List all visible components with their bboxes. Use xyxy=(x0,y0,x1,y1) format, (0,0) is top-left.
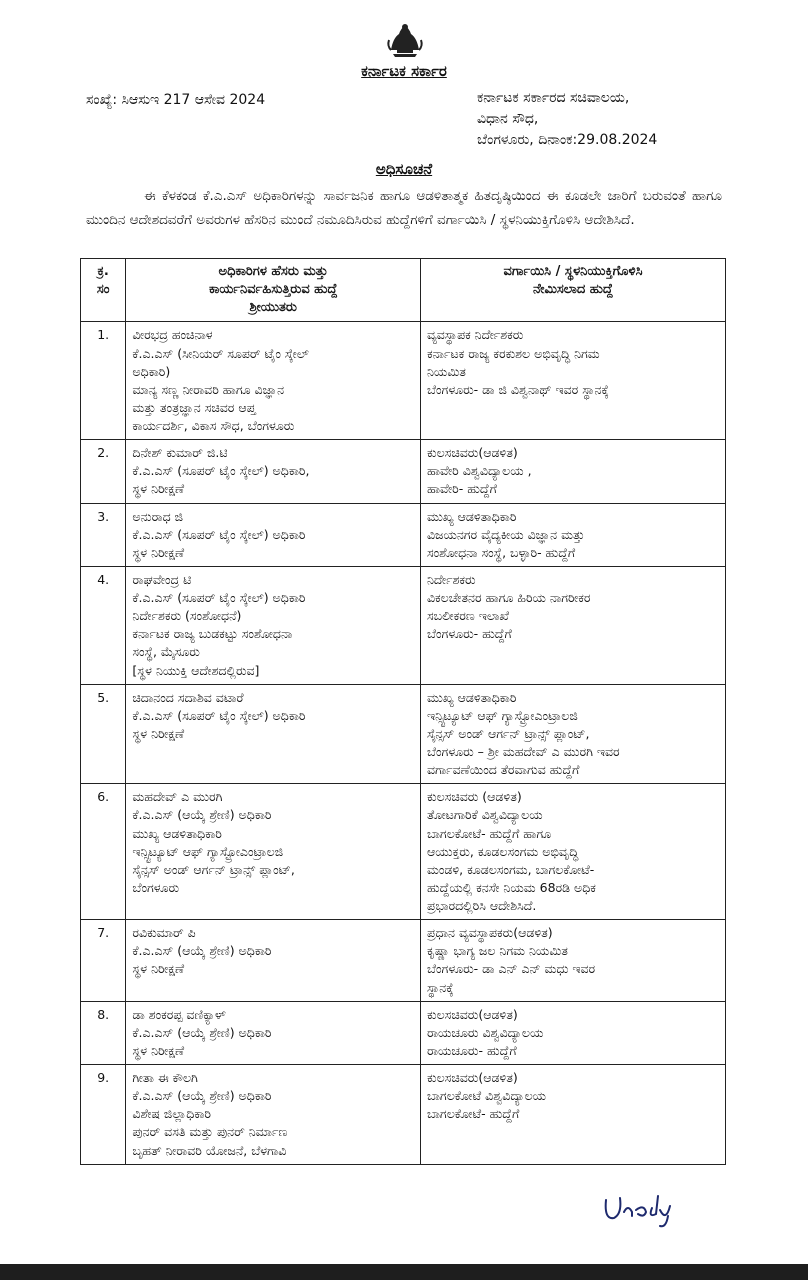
officer-line: ಕೆ.ಎ.ಎಸ್ (ಸೀನಿಯರ್ ಸೂಪರ್ ಟೈಂ ಸ್ಕೇಲ್ xyxy=(132,345,309,361)
posting-line: ನಿಯಮಿತ xyxy=(426,363,466,379)
officer-signature xyxy=(600,1186,690,1230)
officer-line: ಮತ್ತು ತಂತ್ರಜ್ಞಾನ ಸಚಿವರ ಆಪ್ತ xyxy=(132,399,256,415)
office-address xyxy=(477,88,657,151)
serial-number-cell: 6. xyxy=(81,784,126,920)
officer-line: ಕೆ.ಎ.ಎಸ್ (ಆಯ್ಕೆ ಶ್ರೇಣಿ) ಅಧಿಕಾರಿ xyxy=(132,1088,272,1104)
serial-number-cell: 3. xyxy=(81,503,126,566)
officer-line: ವಿಶೇಷ ಜಿಲ್ಲಾಧಿಕಾರಿ xyxy=(132,1106,212,1122)
officer-line: [ಸ್ಥಳ ನಿಯುಕ್ತಿ ಆದೇಶದಲ್ಲಿರುವ] xyxy=(132,662,260,678)
officer-line: ಅಧಿಕಾರಿ) xyxy=(132,363,171,379)
officer-line: ಮಾನ್ಯ ಸಣ್ಣ ನೀರಾವರಿ ಹಾಗೂ ವಿಜ್ಞಾನ xyxy=(132,381,285,397)
officer-line: ಬೃಹತ್ ನೀರಾವರಿ ಯೋಜನೆ, ಬೆಳಗಾವಿ xyxy=(132,1142,287,1158)
posting-line: ಬೆಂಗಳೂರು- ಹುದ್ದೆಗೆ xyxy=(426,626,512,642)
posting-cell xyxy=(420,322,725,440)
posting-line: ಕುಲಸಚಿವರು (ಆಡಳಿತ) xyxy=(426,789,522,805)
officer-line: ಕರ್ನಾಟಕ ರಾಜ್ಯ ಬುಡಕಟ್ಟು ಸಂಶೋಧನಾ xyxy=(132,626,293,642)
officer-line: ಸ್ಥಳ ನಿರೀಕ್ಷಣೆ xyxy=(132,961,185,977)
table-row xyxy=(81,1065,726,1165)
posting-cell xyxy=(420,440,725,503)
table-row xyxy=(81,784,726,920)
posting-line: ಬಾಗಲಕೋಟೆ- ಹುದ್ದೆಗೆ xyxy=(426,1106,520,1122)
officer-line: ಕೆ.ಎ.ಎಸ್ (ಸೂಪರ್ ಟೈಂ ಸ್ಕೇಲ್) ಅಧಿಕಾರಿ, xyxy=(132,463,310,479)
officer-line: ಕೆ.ಎ.ಎಸ್ (ಆಯ್ಕೆ ಶ್ರೇಣಿ) ಅಧಿಕಾರಿ xyxy=(132,943,272,959)
posting-line: ಮುಖ್ಯ ಆಡಳಿತಾಧಿಕಾರಿ xyxy=(426,689,517,705)
posting-line: ಬೆಂಗಳೂರು- ಡಾ ಎನ್ ಎನ್ ಮಧು ಇವರ xyxy=(426,961,596,977)
officer-line: ಸ್ಥಳ ನಿರೀಕ್ಷಣೆ xyxy=(132,1042,185,1058)
officer-line: ಸಂಸ್ಥೆ, ಮೈಸೂರು xyxy=(132,644,200,660)
posting-cell xyxy=(420,920,725,1002)
posting-line: ಕರ್ನಾಟಕ ರಾಜ್ಯ ಕರಕುಶಲ ಅಭಿವೃದ್ಧಿ ನಿಗಮ xyxy=(426,345,600,361)
posting-line: ಕುಲಸಚಿವರು(ಆಡಳಿತ) xyxy=(426,445,518,461)
posting-line: ವ್ಯವಸ್ಥಾಪಕ ನಿರ್ದೇಶಕರು xyxy=(426,327,524,343)
serial-number-cell: 2. xyxy=(81,440,126,503)
posting-line: ಹಾವೇರಿ ವಿಶ್ವವಿದ್ಯಾಲಯ , xyxy=(426,463,532,479)
officer-cell xyxy=(126,920,421,1002)
serial-number-cell: 5. xyxy=(81,684,126,784)
officer-line: ಚಿದಾನಂದ ಸದಾಶಿವ ವಟಾರೆ xyxy=(132,689,244,705)
officer-line: ಪುನರ್ ವಸತಿ ಮತ್ತು ಪುನರ್ ನಿರ್ಮಾಣ xyxy=(132,1124,288,1140)
government-title: ಕರ್ನಾಟಕ ಸರ್ಕಾರ xyxy=(361,62,447,80)
serial-number-cell: 9. xyxy=(81,1065,126,1165)
posting-cell xyxy=(420,784,725,920)
table-row xyxy=(81,920,726,1002)
table-row xyxy=(81,440,726,503)
officer-cell xyxy=(126,322,421,440)
officer-line: ಸೈನ್ಸಸ್ ಅಂಡ್ ಆರ್ಗನ್ ಟ್ರಾನ್ಸ್ ಪ್ಲಾಂಟ್, xyxy=(132,861,295,877)
posting-line: ಬೆಂಗಳೂರು- ಡಾ ಜಿ ವಿಶ್ವನಾಥ್ ಇವರ ಸ್ಥಾನಕ್ಕೆ xyxy=(426,381,609,397)
posting-cell xyxy=(420,566,725,684)
header-serial: ಕ್ರ. ಸಂ xyxy=(81,259,126,322)
serial-number-cell: 1. xyxy=(81,322,126,440)
posting-line: ಸಬಲೀಕರಣ ಇಲಾಖೆ xyxy=(426,608,509,624)
officer-line: ಮಹದೇವ್ ಎ ಮುರಗಿ xyxy=(132,789,223,805)
officer-line: ಬೆಂಗಳೂರು xyxy=(132,879,180,895)
posting-cell xyxy=(420,1001,725,1064)
serial-number-cell: 8. xyxy=(81,1001,126,1064)
posting-line: ಕೃಷ್ಣಾ ಭಾಗ್ಯ ಜಲ ನಿಗಮ ನಿಯಮಿತ xyxy=(426,943,568,959)
posting-line: ಹಾವೇರಿ- ಹುದ್ದೆಗೆ xyxy=(426,481,497,497)
officer-line: ರವಿಕುಮಾರ್ ಪಿ xyxy=(132,925,196,941)
posting-line: ಬೆಂಗಳೂರು – ಶ್ರೀ ಮಹದೇವ್ ಎ ಮುರಗಿ ಇವರ xyxy=(426,744,620,759)
serial-number-cell: 4. xyxy=(81,566,126,684)
officer-line: ಕೆ.ಎ.ಎಸ್ (ಸೂಪರ್ ಟೈಂ ಸ್ಕೇಲ್) ಅಧಿಕಾರಿ xyxy=(132,707,306,723)
posting-line: ಕುಲಸಚಿವರು(ಆಡಳಿತ) xyxy=(426,1006,518,1022)
officer-cell xyxy=(126,440,421,503)
officer-cell xyxy=(126,503,421,566)
officer-line: ಕೆ.ಎ.ಎಸ್ (ಆಯ್ಕೆ ಶ್ರೇಣಿ) ಅಧಿಕಾರಿ xyxy=(132,1024,272,1040)
table-body xyxy=(81,322,726,1164)
officer-line: ಸ್ಥಳ ನಿರೀಕ್ಷಣೆ xyxy=(132,481,185,497)
officer-line: ವೀರಭದ್ರ ಹಂಚಿನಾಳ xyxy=(132,327,213,343)
reference-number: ಸಂಖ್ಯೆ: ಸಿಆಸುಇ 217 ಆಸೇವ 2024 xyxy=(86,92,266,108)
table-row xyxy=(81,322,726,440)
officer-line: ಗೀತಾ ಈ ಕೌಲಗಿ xyxy=(132,1070,198,1085)
officer-cell xyxy=(126,1065,421,1165)
posting-line: ಸಂಶೋಧನಾ ಸಂಸ್ಥೆ, ಬಳ್ಳಾರಿ- ಹುದ್ದೆಗೆ xyxy=(426,544,576,560)
notification-preamble: ಈ ಕೆಳಕಂಡ ಕೆ.ಎ.ಎಸ್ ಅಧಿಕಾರಿಗಳನ್ನು ಸಾರ್ವಜನಿಕ ಹಾಗೂ ಆಡಳಿತಾತ್ಮಕ ಹಿತದೃಷ್ಠಿಯಿಂದ ಈ ಕೂಡಲೇ ಜಾರಿಗೆ ಬರುವಂತೆ ಹಾಗೂ ಮುಂದಿನ ಆದೇಶದವರೆಗೆ ಅವರುಗಳ ಹೆಸರಿನ ಮುಂದೆ ನಮೂದಿಸಿರುವ ಹುದ್ದೆಗಳಿಗೆ ವರ್ಗಾಯಿಸಿ / ಸ್ಥಳನಿಯುಕ್ತಿಗೊಳಿಸಿ ಆದೇಶಿಸಿದೆ. xyxy=(86,188,722,228)
bottom-bar xyxy=(0,1264,808,1280)
officer-line: ಕೆ.ಎ.ಎಸ್ (ಆಯ್ಕೆ ಶ್ರೇಣಿ) ಅಧಿಕಾರಿ xyxy=(132,807,272,823)
posting-line: ಇನ್ಸ್ಟಿಟ್ಯೂಟ್ ಆಫ್ ಗ್ಯಾಸ್ಟ್ರೋಎಂಟ್ರಾಲಜಿ xyxy=(426,707,578,723)
officer-line: ರಾಘವೇಂದ್ರ ಟಿ xyxy=(132,571,192,587)
header-posting: ವರ್ಗಾಯಿಸಿ / ಸ್ಥಳನಿಯುಕ್ತಿಗೊಳಿಸಿ ನೇಮಿಸಲಾದ ಹುದ್ದೆ xyxy=(420,259,725,322)
officer-line: ಕೆ.ಎ.ಎಸ್ (ಸೂಪರ್ ಟೈಂ ಸ್ಕೇಲ್) ಅಧಿಕಾರಿ xyxy=(132,590,306,605)
table-row xyxy=(81,566,726,684)
posting-line: ಆಯುಕ್ತರು, ಕೂಡಲಸಂಗಮ ಅಭಿವೃದ್ಧಿ xyxy=(426,843,579,859)
officer-line: ಅನುರಾಧ ಜಿ xyxy=(132,508,184,524)
posting-cell xyxy=(420,684,725,784)
serial-number-cell: 7. xyxy=(81,920,126,1002)
posting-line: ಪ್ರಭಾರದಲ್ಲಿರಿಸಿ ಆದೇಶಿಸಿದೆ. xyxy=(426,898,537,913)
notification-title: ಅಧಿಸೂಚನೆ xyxy=(375,160,433,178)
posting-line: ಸೈನ್ಸಸ್ ಅಂಡ್ ಆರ್ಗನ್ ಟ್ರಾನ್ಸ್ ಪ್ಲಾಂಟ್, xyxy=(426,725,590,741)
officer-line: ದಿನೇಶ್ ಕುಮಾರ್ ಜಿ.ಟಿ xyxy=(132,445,228,461)
posting-line: ವಿಕಲಚೇತನರ ಹಾಗೂ ಹಿರಿಯ ನಾಗರೀಕರ xyxy=(426,590,591,605)
officer-line: ಕಾರ್ಯದರ್ಶಿ, ವಿಕಾಸ ಸೌಧ, ಬೆಂಗಳೂರು xyxy=(132,418,295,433)
officer-cell xyxy=(126,566,421,684)
posting-line: ಕುಲಸಚಿವರು(ಆಡಳಿತ) xyxy=(426,1070,518,1085)
officer-line: ಇನ್ಸ್ಟಿಟ್ಯೂಟ್ ಆಫ್ ಗ್ಯಾಸ್ಟ್ರೋಎಂಟ್ರಾಲಜಿ xyxy=(132,843,284,859)
officer-line: ಡಾ ಶಂಕರಪ್ಪ ವಣಿಕ್ಯಾಳ್ xyxy=(132,1006,226,1022)
posting-cell xyxy=(420,503,725,566)
officer-line: ಕೆ.ಎ.ಎಸ್ (ಸೂಪರ್ ಟೈಂ ಸ್ಕೇಲ್) ಅಧಿಕಾರಿ xyxy=(132,526,306,542)
officer-line: ನಿರ್ದೇಶಕರು (ಸಂಶೋಧನೆ) xyxy=(132,608,242,624)
posting-line: ಹುದ್ದೆಯಲ್ಲಿ ಕನಸೇ ನಿಯಮ 68ರಡಿ ಅಧಿಕ xyxy=(426,879,596,895)
office-line: ವಿಧಾನ ಸೌಧ, xyxy=(477,111,539,127)
officer-line: ಮುಖ್ಯ ಆಡಳಿತಾಧಿಕಾರಿ xyxy=(132,825,222,841)
header-officer: ಅಧಿಕಾರಿಗಳ ಹೆಸರು ಮತ್ತು ಕಾರ್ಯನಿರ್ವಹಿಸುತ್ತಿರುವ ಹುದ್ದೆ ಶ್ರೀಯುತರು xyxy=(126,259,421,322)
officer-line: ಸ್ಥಳ ನಿರೀಕ್ಷಣೆ xyxy=(132,544,185,560)
office-date-line: ಬೆಂಗಳೂರು, ದಿನಾಂಕ:29.08.2024 xyxy=(477,132,658,148)
table-header-row xyxy=(81,259,726,322)
posting-line: ರಾಯಚೂರು ವಿಶ್ವವಿದ್ಯಾಲಯ xyxy=(426,1024,544,1040)
posting-line: ಮುಖ್ಯ ಆಡಳಿತಾಧಿಕಾರಿ xyxy=(426,508,517,524)
officer-cell xyxy=(126,1001,421,1064)
posting-line: ಬಾಗಲಕೋಟೆ- ಹುದ್ದೆಗೆ ಹಾಗೂ xyxy=(426,825,552,841)
posting-cell xyxy=(420,1065,725,1165)
state-emblem-icon xyxy=(383,20,427,64)
office-line: ಕರ್ನಾಟಕ ಸರ್ಕಾರದ ಸಚಿವಾಲಯ, xyxy=(477,90,630,106)
officer-cell xyxy=(126,684,421,784)
posting-line: ರಾಯಚೂರು- ಹುದ್ದೆಗೆ xyxy=(426,1042,517,1058)
table-row xyxy=(81,503,726,566)
transfer-orders-table xyxy=(80,258,726,1165)
posting-line: ತೋಟಗಾರಿಕೆ ವಿಶ್ವವಿದ್ಯಾಲಯ xyxy=(426,807,543,823)
table-row xyxy=(81,1001,726,1064)
officer-line: ಸ್ಥಳ ನಿರೀಕ್ಷಣೆ xyxy=(132,725,185,741)
posting-line: ಮಂಡಳಿ, ಕೂಡಲಸಂಗಮ, ಬಾಗಲಕೋಟೆ- xyxy=(426,861,595,877)
posting-line: ಸ್ಥಾನಕ್ಕೆ xyxy=(426,979,454,995)
table-row xyxy=(81,684,726,784)
officer-cell xyxy=(126,784,421,920)
posting-line: ನಿರ್ದೇಶಕರು xyxy=(426,571,476,587)
posting-line: ಬಾಗಲಕೋಟೆ ವಿಶ್ವವಿದ್ಯಾಲಯ xyxy=(426,1088,547,1104)
posting-line: ವಿಜಯನಗರ ವೈದ್ಯಕೀಯ ವಿಜ್ಞಾನ ಮತ್ತು xyxy=(426,526,585,542)
posting-line: ವರ್ಗಾವಣೆಯಿಂದ ತೆರವಾಗುವ ಹುದ್ದೆಗೆ xyxy=(426,762,580,778)
posting-line: ಪ್ರಧಾನ ವ್ಯವಸ್ಥಾಪಕರು(ಆಡಳಿತ) xyxy=(426,925,553,941)
